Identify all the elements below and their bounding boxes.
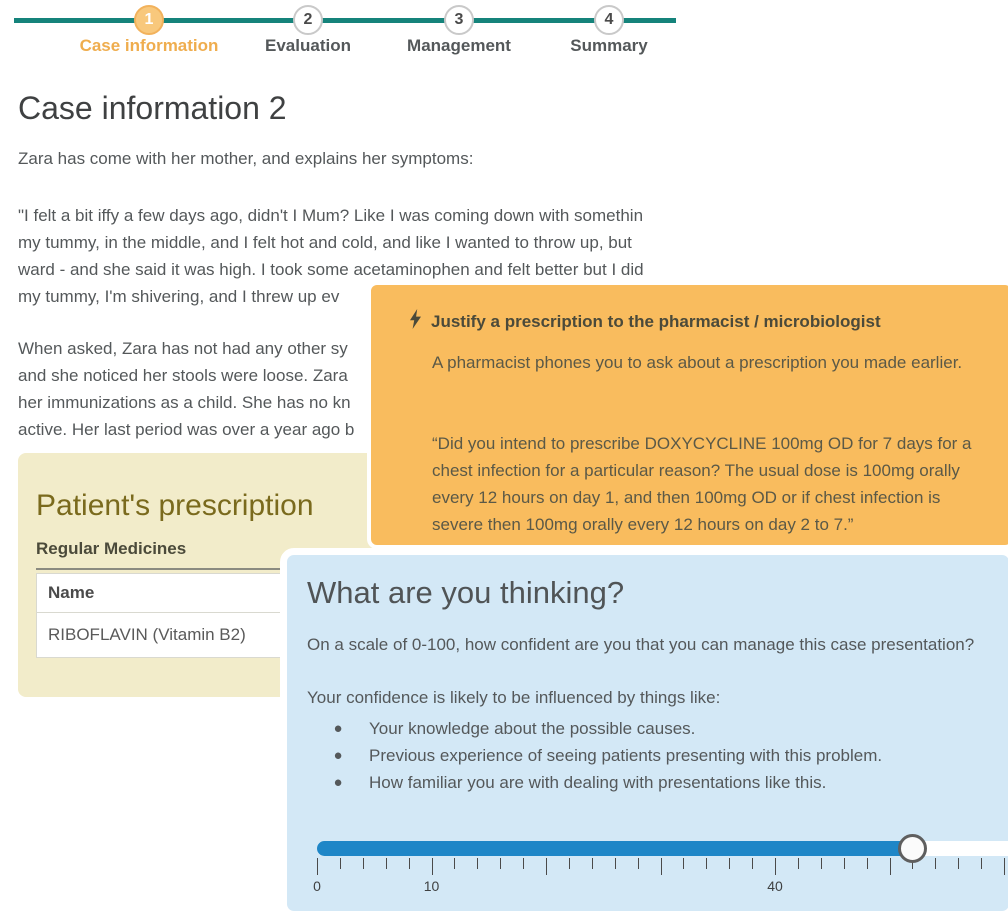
slider-tick	[409, 858, 410, 869]
bullet-text: How familiar you are with dealing with presentations like this.	[369, 773, 827, 792]
symptoms-paragraph-line: ward - and she said it was high. I took some acetaminophen and felt better but I did	[18, 260, 644, 279]
list-item	[307, 769, 882, 796]
symptoms-paragraph-line: my tummy, I'm shivering, and I threw up ev	[18, 287, 340, 306]
symptoms-paragraph-line: "I felt a bit iffy a few days ago, didn't I Mum? Like I was coming down with somethin	[18, 206, 644, 225]
slider-tick	[477, 858, 478, 869]
prompt-card-header	[409, 309, 881, 334]
confidence-card-title: What are you thinking?	[307, 575, 625, 610]
step-label-case-information[interactable]: Case information	[79, 36, 219, 55]
prompt-card-title: Justify a prescription to the pharmacist / microbiologist	[431, 311, 881, 331]
step-circle-management[interactable]: 3	[444, 5, 474, 35]
page-title: Case information 2	[18, 90, 287, 126]
medicine-name-cell: RIBOFLAVIN (Vitamin B2)	[37, 613, 616, 658]
step-circle-summary[interactable]: 4	[594, 5, 624, 35]
slider-tick	[958, 858, 959, 869]
bullet-text: Previous experience of seeing patients presenting with this problem.	[369, 746, 883, 765]
slider-tick	[317, 858, 318, 875]
slider-tick	[546, 858, 547, 875]
symptoms-paragraph-line: my tummy, in the middle, and I felt hot and cold, and like I wanted to throw up, but	[18, 233, 632, 252]
slider-tick	[386, 858, 387, 869]
slider-tick	[867, 858, 868, 869]
bullet-icon: ●	[333, 774, 343, 791]
slider-tick	[729, 858, 730, 869]
bullet-icon: ●	[333, 747, 343, 764]
slider-tick	[798, 858, 799, 869]
slider-tick	[981, 858, 982, 869]
slider-track-filled[interactable]	[317, 841, 912, 856]
history-paragraph-line: and she noticed her stools were loose. Zara	[18, 366, 348, 385]
slider-tick	[569, 858, 570, 869]
slider-tick	[638, 858, 639, 869]
lightning-icon	[409, 309, 422, 334]
stepper-progress-line	[14, 18, 676, 23]
slider-tick	[340, 858, 341, 869]
regular-medicines-heading: Regular Medicines	[36, 539, 616, 570]
slider-tick	[661, 858, 662, 875]
history-paragraph-line: her immunizations as a child. She has no kn	[18, 393, 351, 412]
prompt-quote-paragraph: “Did you intend to prescribe DOXYCYCLINE 100mg OD for 7 days for a chest infection for a particular reason? The usual dose is 100mg orally every 12 hours on day 1, and then 100mg OD or if chest infection is severe then 100mg orally every 12 hours on day 2 to 7.”	[432, 434, 972, 534]
confidence-bullet-list	[307, 715, 882, 796]
slider-tick-label: 10	[423, 878, 440, 894]
slider-tick	[752, 858, 753, 869]
confidence-slider[interactable]	[313, 841, 1008, 899]
slider-tick	[775, 858, 776, 875]
prescription-card-title: Patient's prescription	[36, 489, 314, 522]
slider-tick	[363, 858, 364, 869]
slider-tick	[454, 858, 455, 869]
step-label-evaluation[interactable]: Evaluation	[265, 36, 351, 55]
justify-prescription-card	[367, 281, 1008, 549]
step-label-management[interactable]: Management	[407, 36, 511, 55]
list-item	[307, 742, 882, 769]
history-paragraph-line: When asked, Zara has not had any other sy	[18, 339, 348, 358]
slider-tick	[706, 858, 707, 869]
slider-tick	[683, 858, 684, 869]
slider-tick	[935, 858, 936, 869]
confidence-question: On a scale of 0-100, how confident are you that you can manage this case presentation?	[307, 635, 975, 654]
slider-tick-label: 0	[313, 878, 321, 894]
prompt-paragraph: A pharmacist phones you to ask about a prescription you made earlier.	[432, 353, 963, 372]
bullet-text: Your knowledge about the possible causes.	[369, 719, 696, 738]
slider-tick	[432, 858, 433, 875]
slider-tick	[592, 858, 593, 869]
history-paragraph-line: active. Her last period was over a year ago b	[18, 420, 355, 439]
slider-tick	[821, 858, 822, 869]
slider-tick	[1004, 858, 1005, 875]
slider-tick-label: 40	[767, 878, 783, 894]
list-item	[307, 715, 882, 742]
slider-tick	[523, 858, 524, 869]
table-header-name: Name	[37, 574, 616, 613]
step-circle-case-information[interactable]: 1	[134, 5, 164, 35]
bullet-icon: ●	[333, 720, 343, 737]
slider-tick	[890, 858, 891, 875]
confidence-intro: Your confidence is likely to be influenced by things like:	[307, 688, 721, 707]
slider-handle[interactable]	[898, 834, 927, 863]
slider-tick	[844, 858, 845, 869]
step-circle-evaluation[interactable]: 2	[293, 5, 323, 35]
intro-text: Zara has come with her mother, and explains her symptoms:	[18, 149, 474, 168]
step-label-summary[interactable]: Summary	[570, 36, 648, 55]
slider-tick	[500, 858, 501, 869]
slider-tick	[615, 858, 616, 869]
confidence-card	[280, 548, 1008, 918]
